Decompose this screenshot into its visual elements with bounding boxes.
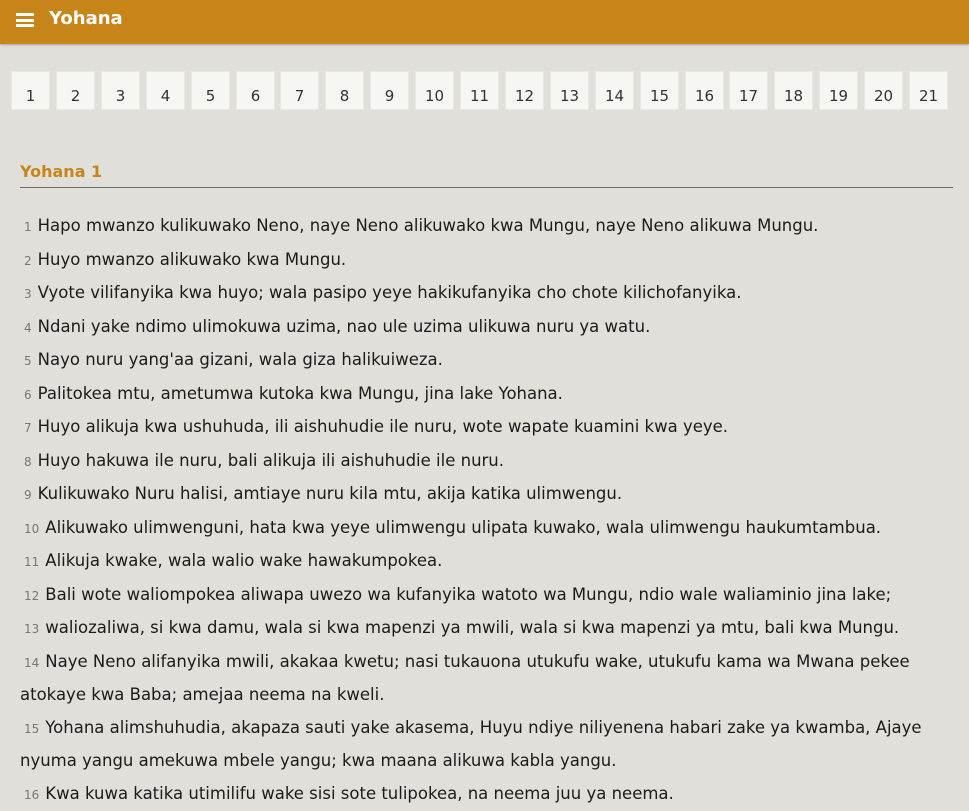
verse — [20, 646, 945, 712]
chapter-button-10[interactable]: 10 — [415, 71, 454, 110]
verse-text: Kulikuwako Nuru halisi, amtiaye nuru kila mtu, akija katika ulimwengu. — [38, 484, 622, 503]
chapter-button-12[interactable]: 12 — [505, 71, 544, 110]
menu-icon[interactable] — [16, 13, 34, 27]
verse — [20, 579, 945, 613]
verse-text: Huyo hakuwa ile nuru, bali alikuja ili aishuhudie ile nuru. — [38, 451, 504, 470]
verse — [20, 478, 945, 512]
verse — [20, 778, 945, 811]
verse-text: Hapo mwanzo kulikuwako Neno, naye Neno alikuwako kwa Mungu, naye Neno alikuwa Mungu. — [38, 216, 819, 235]
chapter-button-19[interactable]: 19 — [819, 71, 858, 110]
app-title: Yohana — [49, 8, 123, 29]
chapter-button-5[interactable]: 5 — [191, 71, 230, 110]
verse — [20, 244, 945, 278]
verse-list — [20, 210, 945, 811]
verse-number: 9 — [24, 479, 32, 512]
chapter-navigation — [11, 71, 969, 111]
verse — [20, 344, 945, 378]
chapter-button-7[interactable]: 7 — [280, 71, 319, 110]
verse-text: waliozaliwa, si kwa damu, wala si kwa mapenzi ya mwili, wala si kwa mapenzi ya mtu, bali kwa Mungu. — [45, 618, 899, 637]
verse-text: Vyote vilifanyika kwa huyo; wala pasipo yeye hakikufanyika cho chote kilichofanyika. — [38, 283, 742, 302]
verse-text: Naye Neno alifanyika mwili, akakaa kwetu; nasi tukauona utukufu wake, utukufu kama wa Mwana pekee atokaye kwa Baba; amejaa neema na kweli. — [20, 652, 910, 705]
app-bar — [0, 0, 969, 44]
verse-text: Alikuwako ulimwenguni, hata kwa yeye ulimwengu ulipata kuwako, wala ulimwengu haukumtambua. — [45, 518, 881, 537]
chapter-button-20[interactable]: 20 — [864, 71, 903, 110]
verse — [20, 545, 945, 579]
verse — [20, 612, 945, 646]
verse-text: Kwa kuwa katika utimilifu wake sisi sote tulipokea, na neema juu ya neema. — [45, 784, 674, 803]
verse-text: Yohana alimshuhudia, akapaza sauti yake akasema, Huyu ndiye niliyenena habari zake ya kwamba, Ajaye nyuma yangu amekuwa mbele yangu; kwa maana alikuwa kabla yangu. — [20, 718, 922, 771]
verse-text: Alikuja kwake, wala walio wake hawakumpokea. — [45, 551, 442, 570]
divider — [20, 187, 953, 188]
verse-text: Huyo alikuja kwa ushuhuda, ili aishuhudie ile nuru, wote wapate kuamini kwa yeye. — [38, 417, 728, 436]
verse — [20, 378, 945, 412]
verse-number: 1 — [24, 211, 32, 244]
verse-text: Nayo nuru yang'aa gizani, wala giza halikuiweza. — [38, 350, 443, 369]
chapter-heading: Yohana 1 — [20, 162, 102, 181]
verse-text: Huyo mwanzo alikuwako kwa Mungu. — [38, 250, 347, 269]
verse — [20, 311, 945, 345]
chapter-button-21[interactable]: 21 — [909, 71, 948, 110]
chapter-button-6[interactable]: 6 — [236, 71, 275, 110]
verse-number: 7 — [24, 412, 32, 445]
chapter-button-9[interactable]: 9 — [370, 71, 409, 110]
verse-number: 11 — [24, 546, 39, 579]
verse-number: 16 — [24, 779, 39, 811]
verse — [20, 277, 945, 311]
chapter-button-13[interactable]: 13 — [550, 71, 589, 110]
verse-number: 6 — [24, 379, 32, 412]
chapter-button-8[interactable]: 8 — [325, 71, 364, 110]
chapter-button-14[interactable]: 14 — [595, 71, 634, 110]
verse-number: 10 — [24, 513, 39, 546]
chapter-button-15[interactable]: 15 — [640, 71, 679, 110]
chapter-button-18[interactable]: 18 — [774, 71, 813, 110]
chapter-button-11[interactable]: 11 — [460, 71, 499, 110]
verse-number: 5 — [24, 345, 32, 378]
verse-number: 12 — [24, 580, 39, 613]
verse — [20, 445, 945, 479]
chapter-button-4[interactable]: 4 — [146, 71, 185, 110]
verse-text: Bali wote waliompokea aliwapa uwezo wa kufanyika watoto wa Mungu, ndio wale waliaminio jina lake; — [45, 585, 891, 604]
verse-number: 15 — [24, 713, 39, 746]
chapter-button-17[interactable]: 17 — [729, 71, 768, 110]
verse-number: 3 — [24, 278, 32, 311]
chapter-button-3[interactable]: 3 — [101, 71, 140, 110]
verse — [20, 712, 945, 778]
chapter-button-16[interactable]: 16 — [685, 71, 724, 110]
verse — [20, 411, 945, 445]
verse-number: 4 — [24, 312, 32, 345]
verse-number: 14 — [24, 647, 39, 680]
verse-number: 8 — [24, 446, 32, 479]
chapter-button-1[interactable]: 1 — [11, 71, 50, 110]
verse-text: Ndani yake ndimo ulimokuwa uzima, nao ule uzima ulikuwa nuru ya watu. — [38, 317, 651, 336]
verse — [20, 210, 945, 244]
verse-number: 2 — [24, 245, 32, 278]
verse-text: Palitokea mtu, ametumwa kutoka kwa Mungu, jina lake Yohana. — [38, 384, 563, 403]
verse — [20, 512, 945, 546]
verse-number: 13 — [24, 613, 39, 646]
chapter-button-2[interactable]: 2 — [56, 71, 95, 110]
